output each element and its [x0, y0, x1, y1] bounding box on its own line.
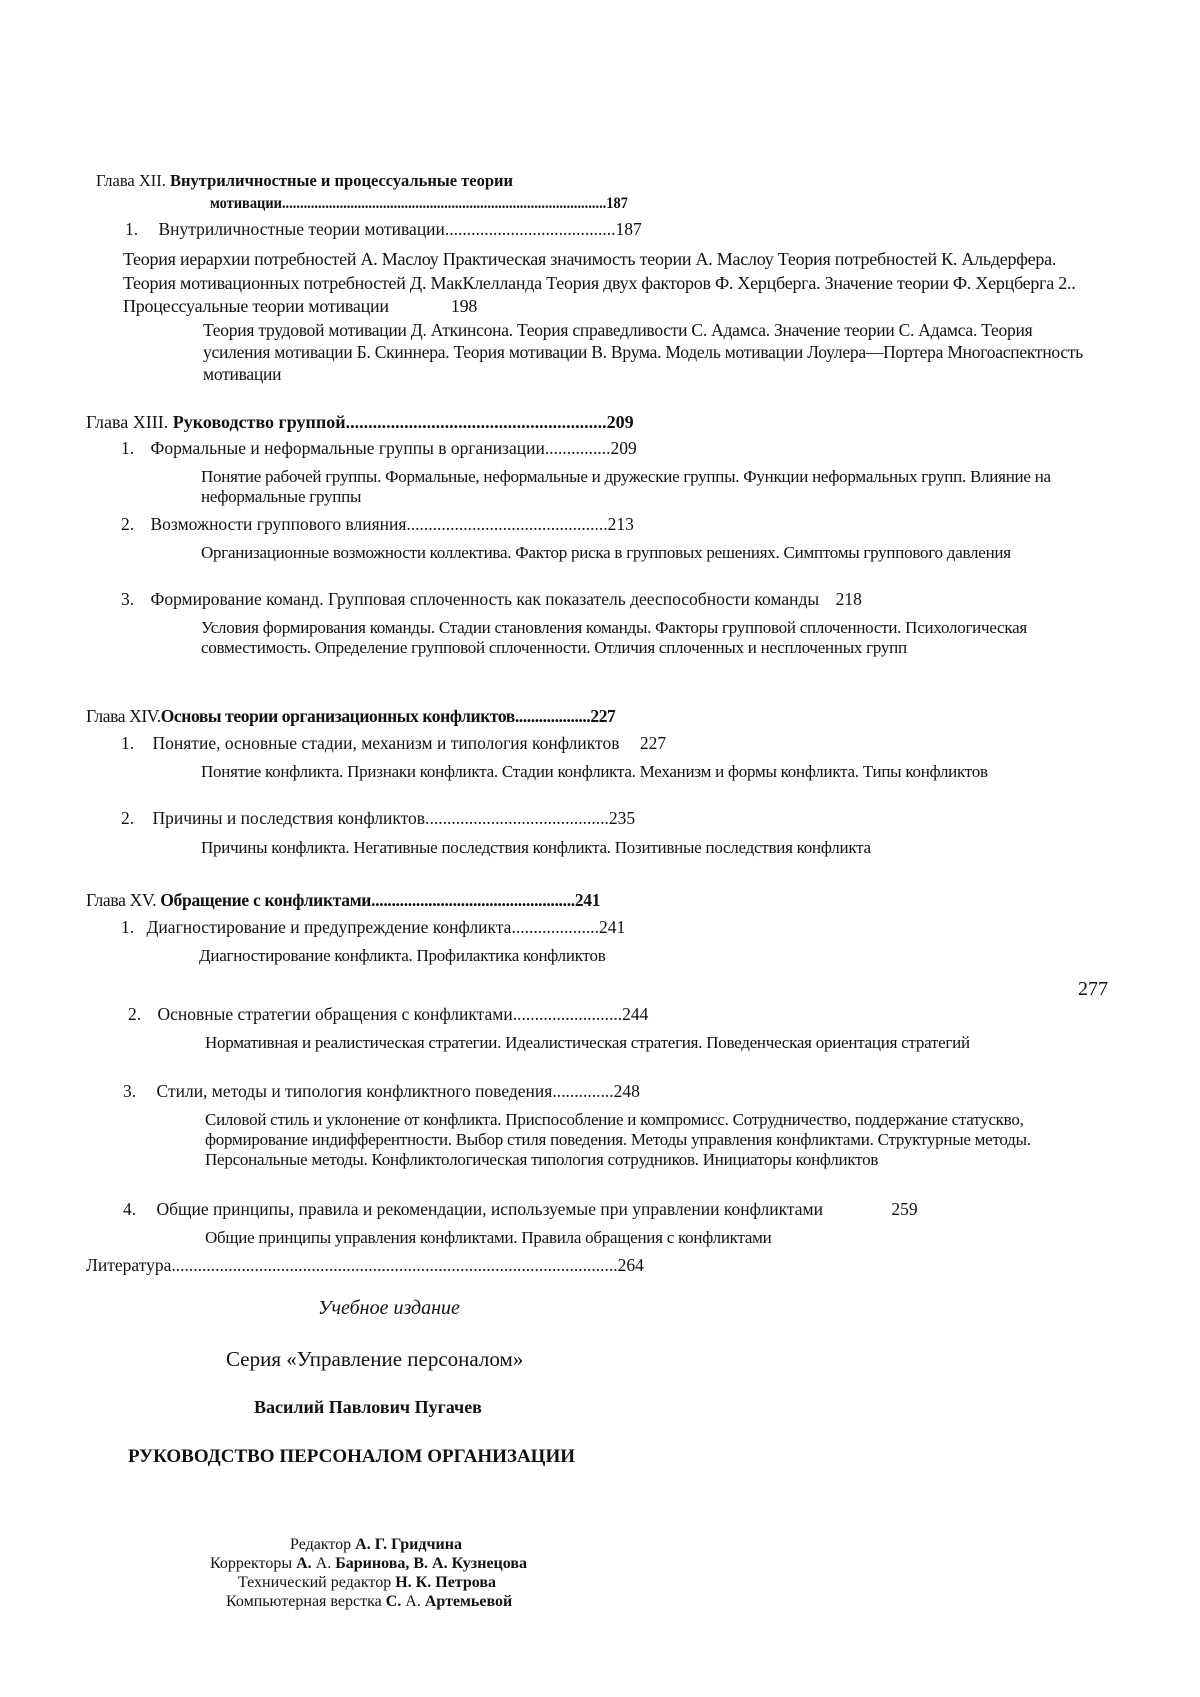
credit-initial: А. — [405, 1593, 421, 1610]
credit-role: Технический редактор — [238, 1574, 392, 1591]
page-ref: 187 — [615, 219, 642, 239]
toc-entry-description — [201, 543, 1061, 563]
description-text: Нормативная и реалистическая стратегии. Идеалистическая стратегия. Поведенческая ориентация стратегий — [205, 1033, 970, 1052]
page-ref: 209 — [610, 438, 637, 458]
credit-role: Редактор — [290, 1536, 352, 1553]
toc-literature — [86, 1257, 644, 1275]
entry-title: Причины и последствия конфликтов — [152, 808, 426, 828]
toc-entry — [121, 516, 634, 534]
page-ref: 209 — [606, 412, 634, 432]
toc-entry-description — [123, 248, 1113, 319]
entry-title: Возможности группового влияния — [150, 514, 407, 534]
toc-entry-description — [205, 1110, 1045, 1170]
credit-correctors — [210, 1556, 527, 1572]
entry-number: 2. — [128, 1004, 142, 1024]
leader-dots: .............. — [552, 1081, 614, 1101]
credit-initial: С. — [385, 1593, 402, 1610]
chapter-label: Глава XIII. — [86, 412, 169, 432]
page-number: 277 — [1078, 978, 1108, 1000]
leader-dots: ....................................... — [444, 219, 616, 239]
description-text: Понятие рабочей группы. Формальные, неформальные и дружеские группы. Функции неформальных групп. Влияние на неформальные группы — [201, 467, 1051, 506]
page-ref: 248 — [613, 1081, 640, 1101]
page-ref: 227 — [639, 733, 667, 753]
entry-number: 1. — [121, 438, 135, 458]
entry-number: 2. — [121, 808, 135, 828]
chapter-14-heading — [86, 708, 615, 726]
description-text: Теория иерархии потребностей А. Маслоу Практическая значимость теории А. Маслоу Теория потребностей К. Альдерфера. Теория мотивационных потребностей Д. МакКлелланда Теория двух факторов Ф. Херцберга. Значение теории Ф. Херцберга 2.. Процессуальные теории мотивации — [123, 249, 1076, 316]
series-title: Серия «Управление персоналом» — [226, 1347, 524, 1371]
credit-layout — [226, 1594, 512, 1610]
page-ref: 187 — [606, 195, 628, 212]
leader-dots: ............... — [544, 438, 611, 458]
credit-initial: А. — [296, 1555, 312, 1572]
entry-number: 1. — [121, 917, 135, 937]
entry-title: Общие принципы, правила и рекомендации, используемые при управлении конфликтами — [156, 1199, 823, 1219]
toc-entry-description — [201, 838, 1101, 858]
credit-role: Компьютерная верстка — [226, 1593, 382, 1610]
toc-entry — [125, 221, 642, 239]
page-ref: 218 — [835, 589, 862, 609]
chapter-label: Глава XII. — [96, 171, 166, 190]
chapter-title: Обращение с конфликтами — [160, 890, 372, 910]
page-ref: 244 — [622, 1004, 649, 1024]
edition-type: Учебное издание — [318, 1297, 460, 1319]
toc-entry — [121, 810, 635, 828]
credit-name: Артемьевой — [424, 1593, 513, 1610]
leader-dots: .......................................................... — [345, 412, 607, 432]
credit-initial: А. — [315, 1555, 332, 1572]
credit-tech-editor — [238, 1575, 496, 1591]
toc-entry-description — [201, 467, 1101, 507]
toc-entry — [121, 591, 862, 609]
entry-number: 3. — [121, 589, 135, 609]
description-text: Понятие конфликта. Признаки конфликта. Стадии конфликта. Механизм и формы конфликта. Типы конфликтов — [201, 762, 988, 781]
leader-dots: ...................................................................................................... — [171, 1255, 618, 1275]
entry-title: Основные стратегии обращения с конфликтами — [157, 1004, 513, 1024]
toc-entry-description — [201, 618, 1081, 658]
description-text: Силовой стиль и уклонение от конфликта. Приспособление и компромисс. Сотрудничество, поддержание статускво, формирование индифферентности. Выбор стиля поведения. Методы управления конфликтами. Структурные методы. Персональные методы. Конфликтологическая типология сотрудников. Инициаторы конфликтов — [205, 1110, 1031, 1169]
literature-label: Литература — [86, 1255, 172, 1275]
description-text: Организационные возможности коллектива. Фактор риска в групповых решениях. Симптомы группового давления — [201, 543, 1011, 562]
entry-number: 4. — [123, 1199, 137, 1219]
credit-name: А. Г. Гридчина — [355, 1536, 462, 1553]
chapter-15-heading — [86, 892, 600, 910]
chapter-12-heading-cont — [210, 196, 628, 212]
page-ref: 198 — [450, 296, 478, 316]
leader-dots: ................... — [514, 706, 591, 726]
entry-title: Формальные и неформальные группы в организации — [150, 438, 545, 458]
entry-number: 1. — [125, 219, 139, 239]
entry-title: Понятие, основные стадии, механизм и типология конфликтов — [152, 733, 620, 753]
page-ref: 213 — [607, 514, 634, 534]
toc-entry-description — [199, 946, 1099, 966]
chapter-title: Руководство группой — [172, 412, 346, 432]
toc-entry-description — [201, 762, 1101, 782]
description-text: Общие принципы управления конфликтами. Правила обращения с конфликтами — [205, 1228, 772, 1247]
leader-dots: .......................................................................................... — [281, 195, 607, 212]
description-text: Теория трудовой мотивации Д. Аткинсона. Теория справедливости С. Адамса. Значение теории С. Адамса. Теория усиления мотивации Б. Скиннера. Теория мотивации В. Врума. Модель мотивации Лоулера—Портера Многоаспектность мотивации — [203, 320, 1084, 384]
description-text: Условия формирования команды. Стадии становления команды. Факторы групповой сплоченности. Психологическая совместимость. Определение групповой сплоченности. Отличия сплоченных и несплоченных групп — [201, 618, 1027, 657]
page-ref: 259 — [891, 1199, 918, 1219]
toc-entry — [121, 735, 666, 753]
page-ref: 241 — [598, 917, 626, 937]
leader-dots: .................................................. — [371, 890, 575, 910]
page-ref: 264 — [617, 1255, 644, 1275]
chapter-13-heading — [86, 413, 634, 431]
credit-name: Баринова, В. А. Кузнецова — [335, 1555, 527, 1572]
chapter-12-heading — [96, 173, 513, 190]
leader-dots: .................... — [511, 917, 599, 937]
leader-dots: .............................................. — [406, 514, 608, 534]
toc-entry — [128, 1006, 648, 1024]
entry-title: Внутриличностные теории мотивации — [158, 219, 445, 239]
page-ref: 241 — [574, 890, 601, 910]
author-name: Василий Павлович Пугачев — [254, 1397, 482, 1417]
toc-entry — [123, 1201, 918, 1219]
leader-dots: .......................................... — [425, 808, 609, 828]
credit-editor — [290, 1537, 462, 1553]
page-ref: 227 — [590, 706, 616, 726]
entry-number: 1. — [121, 733, 135, 753]
credit-name: Н. К. Петрова — [395, 1574, 496, 1591]
entry-number: 2. — [121, 514, 135, 534]
toc-entry — [123, 1083, 640, 1101]
chapter-title-cont: мотивации — [210, 195, 282, 212]
chapter-label: Глава XIV. — [86, 706, 161, 726]
entry-title: Формирование команд. Групповая сплоченность как показатель дееспособности команды — [150, 589, 820, 609]
description-text: Причины конфликта. Негативные последствия конфликта. Позитивные последствия конфликта — [201, 838, 871, 857]
entry-title: Стили, методы и типология конфликтного поведения — [156, 1081, 553, 1101]
chapter-title: Основы теории организационных конфликтов — [160, 706, 515, 726]
book-title: РУКОВОДСТВО ПЕРСОНАЛОМ ОРГАНИЗАЦИИ — [128, 1446, 576, 1467]
credit-role: Корректоры — [210, 1555, 293, 1572]
entry-number: 3. — [123, 1081, 137, 1101]
leader-dots: ......................... — [512, 1004, 623, 1024]
toc-entry-description — [203, 319, 1093, 385]
page-ref: 235 — [608, 808, 636, 828]
entry-title: Диагностирование и предупреждение конфликта — [146, 917, 512, 937]
description-text: Диагностирование конфликта. Профилактика конфликтов — [199, 946, 606, 965]
chapter-label: Глава XV. — [86, 890, 157, 910]
chapter-title: Внутриличностные и процессуальные теории — [170, 171, 514, 190]
toc-entry-description — [205, 1228, 1085, 1248]
toc-entry-description — [205, 1033, 1085, 1053]
toc-entry — [121, 440, 637, 458]
toc-entry — [121, 919, 625, 937]
